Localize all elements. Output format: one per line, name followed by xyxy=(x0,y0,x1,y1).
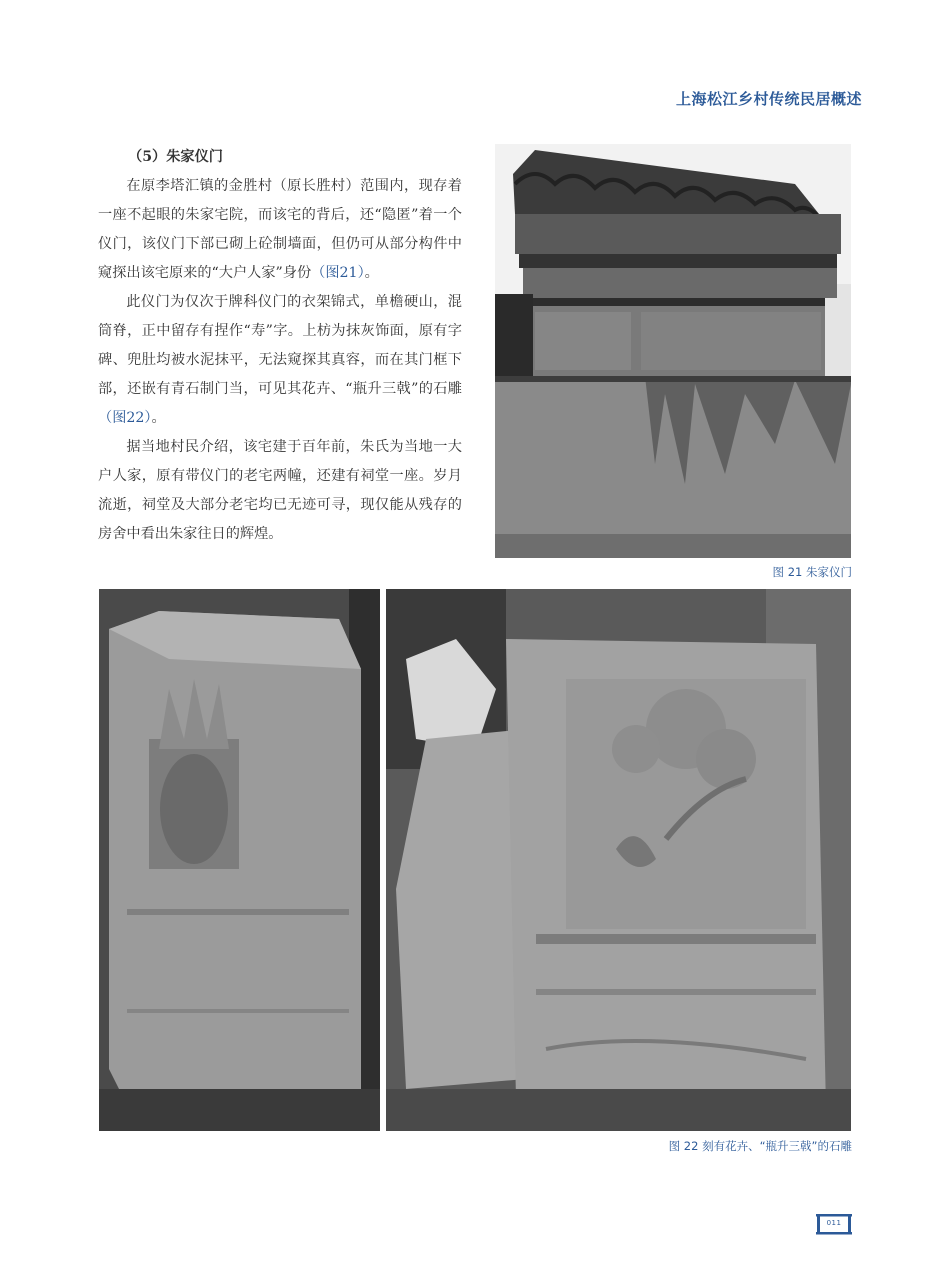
paragraph-1-end: 。 xyxy=(364,265,379,281)
page-number-badge xyxy=(814,1212,854,1236)
paragraph-1-text: 在原李塔汇镇的金胜村（原长胜村）范围内，现存着一座不起眼的朱家宅院，而该宅的背后，还“隐匿”着一个仪门，该仪门下部已砌上砼制墙面，但仍可从部分构件中窥探出该宅原来的“大户人家”身份 xyxy=(98,178,462,281)
running-header: 上海松江乡村传统民居概述 xyxy=(675,90,862,108)
page-number: 011 xyxy=(826,1219,842,1227)
figure-22-caption: 图 22 刻有花卉、“瓶升三戟”的石雕 xyxy=(668,1139,852,1153)
figure-21-gate-photo xyxy=(495,144,851,558)
paragraph-1 xyxy=(98,172,462,288)
article-body xyxy=(98,143,462,549)
figure-22-reference[interactable]: （图22） xyxy=(98,410,152,426)
figure-21-reference[interactable]: （图21） xyxy=(311,265,365,281)
paragraph-3: 据当地村民介绍，该宅建于百年前，朱氏为当地一大户人家，原有带仪门的老宅两幢，还建有祠堂一座。岁月流逝，祠堂及大部分老宅均已无迹可寻，现仅能从残存的房舍中看出朱家往日的辉煌。 xyxy=(98,439,462,542)
paragraph-2-text: 此仪门为仅次于牌科仪门的衣架锦式，单檐硬山，混筒脊，正中留存有捏作“寿”字。上枋为抹灰饰面，原有字碑、兜肚均被水泥抹平，无法窥探其真容，而在其门框下部，还嵌有青石制门当，可见其花卉、“瓶升三戟”的石雕 xyxy=(98,294,462,397)
figure-22-stone-vase-photo xyxy=(99,589,380,1131)
figure-22-stone-flower-photo xyxy=(386,589,851,1131)
paragraph-2 xyxy=(98,288,462,433)
paragraph-2-end: 。 xyxy=(151,410,166,426)
section-heading: （5）朱家仪门 xyxy=(128,149,223,165)
figure-21-caption: 图 21 朱家仪门 xyxy=(772,565,852,579)
